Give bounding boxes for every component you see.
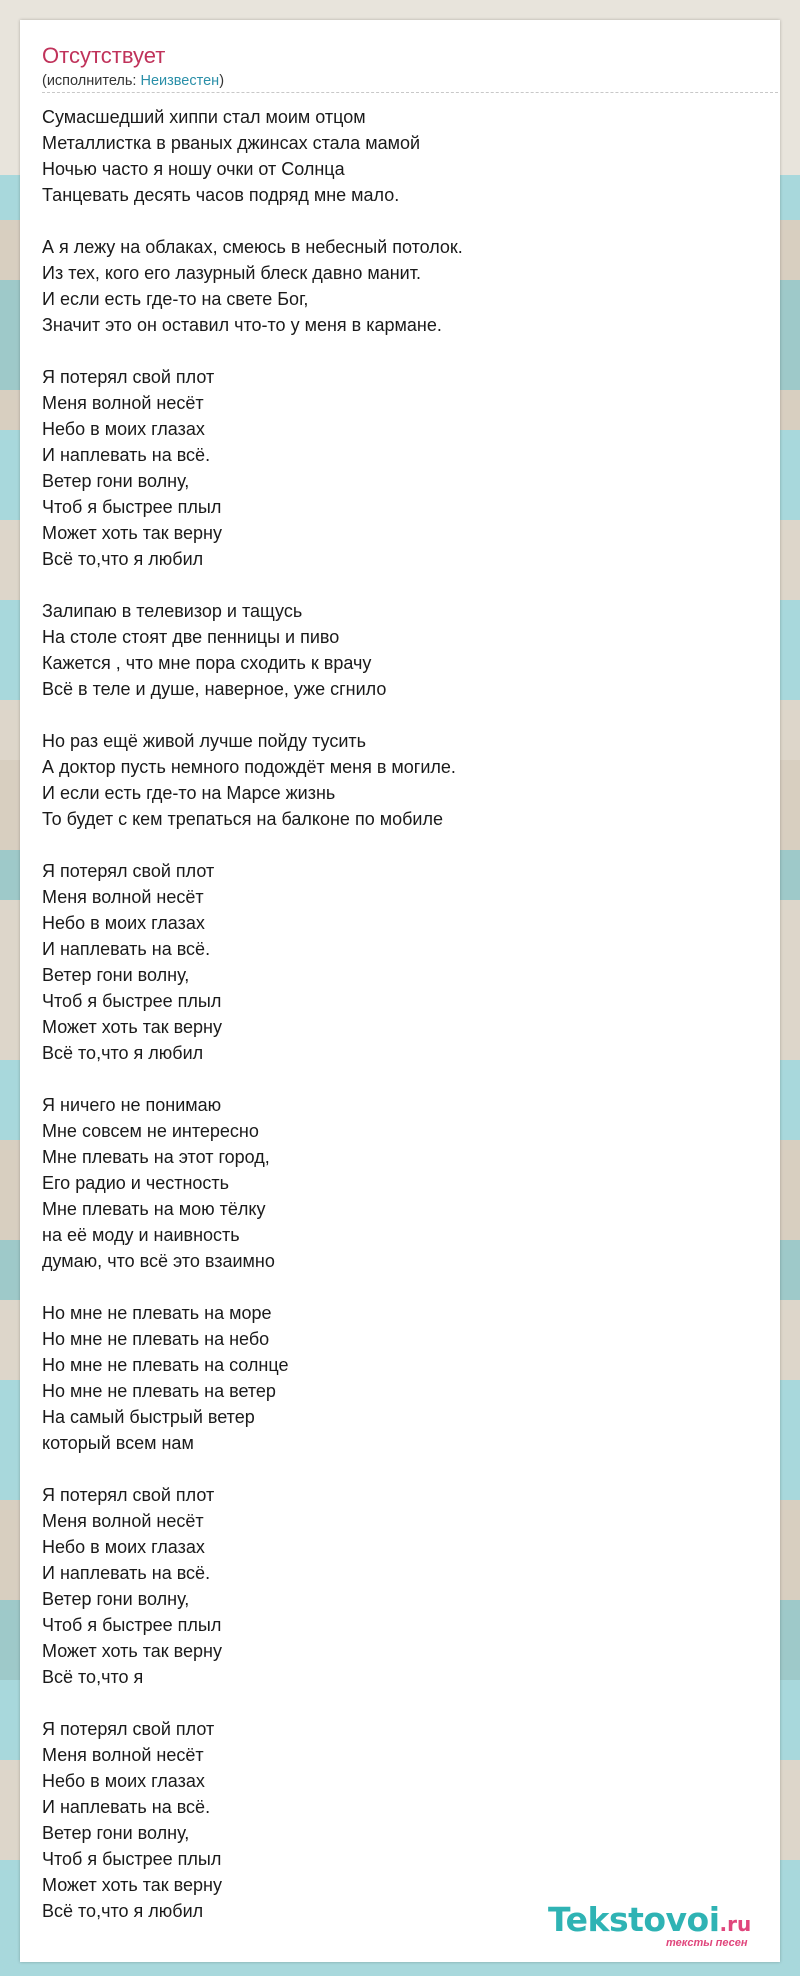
lyrics-line: Меня волной несёт xyxy=(42,1511,204,1531)
divider xyxy=(42,92,778,93)
site-logo[interactable] xyxy=(548,1900,774,1960)
lyrics-line: И наплевать на всё. xyxy=(42,1797,211,1817)
lyrics-stanza xyxy=(42,1300,463,1456)
lyrics-line: Небо в моих глазах xyxy=(42,913,205,933)
lyrics-line: Но мне не плевать на море xyxy=(42,1303,272,1323)
lyrics-line: Значит это он оставил что-то у меня в кармане. xyxy=(42,315,442,335)
lyrics-line: думаю, что всё это взаимно xyxy=(42,1251,275,1271)
lyrics-line: Чтоб я быстрее плыл xyxy=(42,1615,222,1635)
lyrics-line: Я потерял свой плот xyxy=(42,367,215,387)
lyrics-line: Ветер гони волну, xyxy=(42,965,190,985)
lyrics-line: Мне плевать на этот город, xyxy=(42,1147,270,1167)
lyrics-line: Чтоб я быстрее плыл xyxy=(42,991,222,1011)
lyrics-line: Небо в моих глазах xyxy=(42,1537,205,1557)
lyrics-line: И наплевать на всё. xyxy=(42,1563,211,1583)
lyrics-line: Но мне не плевать на солнце xyxy=(42,1355,289,1375)
lyrics-line: Небо в моих глазах xyxy=(42,1771,205,1791)
lyrics-line: И если есть где-то на свете Бог, xyxy=(42,289,309,309)
lyrics-line: Ветер гони волну, xyxy=(42,1589,190,1609)
lyrics-line: Всё в теле и душе, наверное, уже сгнило xyxy=(42,679,387,699)
performer-suffix: ) xyxy=(219,73,225,89)
lyrics-line: Может хоть так верну xyxy=(42,1875,222,1895)
lyrics-line: Ночью часто я ношу очки от Солнца xyxy=(42,159,345,179)
lyrics-line: Может хоть так верну xyxy=(42,1017,222,1037)
lyrics-line: Мне совсем не интересно xyxy=(42,1121,259,1141)
lyrics-line: Мне плевать на мою тёлку xyxy=(42,1199,266,1219)
lyrics-stanza xyxy=(42,858,463,1066)
lyrics-line: И если есть где-то на Марсе жизнь xyxy=(42,783,336,803)
lyrics-line: На самый быстрый ветер xyxy=(42,1407,255,1427)
lyrics-line: То будет с кем трепаться на балконе по мобиле xyxy=(42,809,443,829)
lyrics-card xyxy=(20,20,780,1962)
lyrics-stanza xyxy=(42,364,463,572)
lyrics-line: Залипаю в телевизор и тащусь xyxy=(42,601,303,621)
lyrics-line: Всё то,что я любил xyxy=(42,1043,204,1063)
lyrics-stanza xyxy=(42,1482,463,1690)
lyrics-line: А доктор пусть немного подождёт меня в могиле. xyxy=(42,757,456,777)
lyrics-line: Ветер гони волну, xyxy=(42,1823,190,1843)
lyrics-line: И наплевать на всё. xyxy=(42,445,211,465)
performer-line xyxy=(42,72,224,90)
lyrics-line: Ветер гони волну, xyxy=(42,471,190,491)
lyrics-line: Чтоб я быстрее плыл xyxy=(42,497,222,517)
lyrics-line: Я потерял свой плот xyxy=(42,1719,215,1739)
lyrics-line: Но мне не плевать на небо xyxy=(42,1329,270,1349)
logo-main-text: Tekstovoi xyxy=(548,1900,720,1939)
lyrics-line: Сумасшедший хиппи стал моим отцом xyxy=(42,107,366,127)
lyrics-line: Может хоть так верну xyxy=(42,1641,222,1661)
lyrics-line: А я лежу на облаках, смеюсь в небесный потолок. xyxy=(42,237,463,257)
lyrics-stanza xyxy=(42,598,463,702)
lyrics-line: Кажется , что мне пора сходить к врачу xyxy=(42,653,372,673)
lyrics-stanza xyxy=(42,1716,463,1924)
logo-tld: .ru xyxy=(719,1912,752,1936)
lyrics-line: Металлистка в рваных джинсах стала мамой xyxy=(42,133,421,153)
lyrics-line: Небо в моих глазах xyxy=(42,419,205,439)
lyrics-stanza xyxy=(42,1092,463,1274)
lyrics-line: Чтоб я быстрее плыл xyxy=(42,1849,222,1869)
lyrics-text xyxy=(42,104,463,1950)
lyrics-line: Всё то,что я любил xyxy=(42,549,204,569)
performer-prefix: (исполнитель: xyxy=(42,73,141,89)
song-title: Отсутствует xyxy=(42,43,166,68)
lyrics-line: И наплевать на всё. xyxy=(42,939,211,959)
lyrics-line: на её моду и наивность xyxy=(42,1225,240,1245)
lyrics-line: Танцевать десять часов подряд мне мало. xyxy=(42,185,400,205)
lyrics-line: Из тех, кого его лазурный блеск давно манит. xyxy=(42,263,421,283)
lyrics-line: На столе стоят две пенницы и пиво xyxy=(42,627,340,647)
lyrics-line: Я потерял свой плот xyxy=(42,1485,215,1505)
lyrics-line: Я ничего не понимаю xyxy=(42,1095,222,1115)
lyrics-line: Его радио и честность xyxy=(42,1173,230,1193)
lyrics-stanza xyxy=(42,234,463,338)
lyrics-line: Всё то,что я любил xyxy=(42,1901,204,1921)
lyrics-stanza xyxy=(42,728,463,832)
lyrics-line: Меня волной несёт xyxy=(42,393,204,413)
lyrics-line: Но мне не плевать на ветер xyxy=(42,1381,276,1401)
performer-link[interactable]: Неизвестен xyxy=(140,73,220,89)
lyrics-stanza xyxy=(42,104,463,208)
lyrics-line: который всем нам xyxy=(42,1433,194,1453)
lyrics-line: Но раз ещё живой лучше пойду тусить xyxy=(42,731,367,751)
lyrics-line: Меня волной несёт xyxy=(42,887,204,907)
lyrics-line: Меня волной несёт xyxy=(42,1745,204,1765)
logo-subtitle: тексты песен xyxy=(666,1937,748,1949)
lyrics-line: Я потерял свой плот xyxy=(42,861,215,881)
lyrics-line: Может хоть так верну xyxy=(42,523,222,543)
lyrics-line: Всё то,что я xyxy=(42,1667,144,1687)
